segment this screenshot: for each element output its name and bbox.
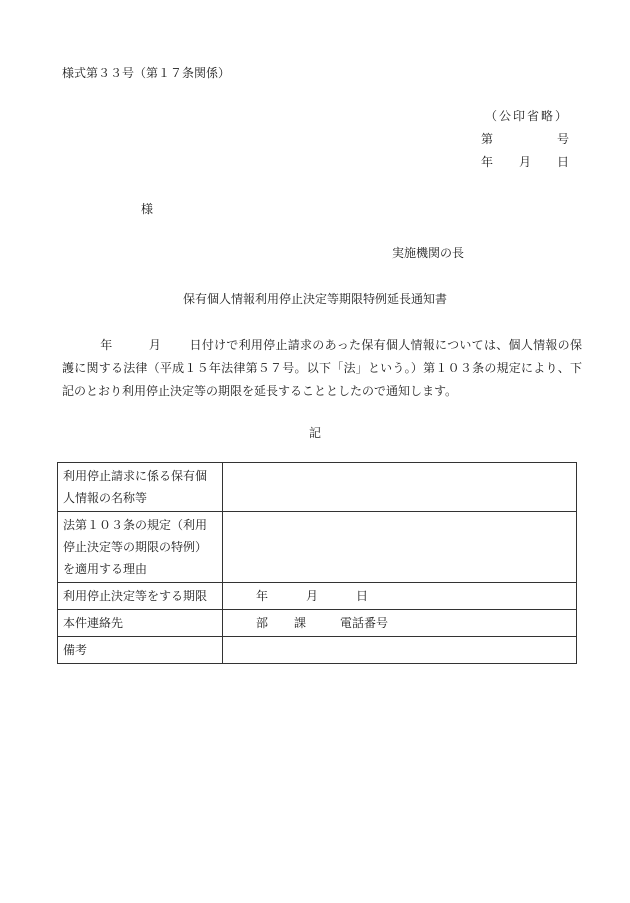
body-year: 年 bbox=[100, 338, 113, 352]
row-value-name[interactable] bbox=[223, 463, 577, 512]
document-title: 保有個人情報利用停止決定等期限特例延長通知書 bbox=[182, 292, 447, 306]
deadline-year: 年 bbox=[256, 589, 269, 603]
body-text: 日付けで利用停止請求のあった保有個人情報については、個人情報の保護に関する法律（平成１５年法律第５７号。以下「法」という。）第１０３条の規定により、下記のとおり利用停止決定等の期限を延長することとしたので通知します。 bbox=[62, 338, 582, 398]
info-table bbox=[57, 462, 577, 664]
row-value-contact[interactable] bbox=[223, 610, 577, 637]
row-value-reason[interactable] bbox=[223, 512, 577, 583]
contact-phone: 電話番号 bbox=[340, 616, 389, 630]
table-row bbox=[58, 583, 577, 610]
table-row bbox=[58, 637, 577, 664]
table-row bbox=[58, 463, 577, 512]
deadline-month: 月 bbox=[306, 589, 319, 603]
form-number: 様式第３３号（第１７条関係） bbox=[62, 66, 231, 80]
row-value-deadline[interactable] bbox=[223, 583, 577, 610]
row-label-contact: 本件連絡先 bbox=[58, 610, 223, 637]
row-label-remarks: 備考 bbox=[58, 637, 223, 664]
document-number-go: 号 bbox=[556, 132, 569, 146]
row-label-reason: 法第１０３条の規定（利用停止決定等の期限の特例）を適用する理由 bbox=[58, 512, 223, 583]
issue-date-month: 月 bbox=[518, 155, 531, 169]
row-value-remarks[interactable] bbox=[223, 637, 577, 664]
recipient-suffix: 様 bbox=[141, 202, 154, 216]
body-paragraph bbox=[62, 334, 582, 403]
issue-date-day: 日 bbox=[556, 155, 569, 169]
body-month: 月 bbox=[148, 338, 162, 352]
row-label-name: 利用停止請求に係る保有個人情報の名称等 bbox=[58, 463, 223, 512]
row-label-deadline: 利用停止決定等をする期限 bbox=[58, 583, 223, 610]
contact-bu: 部 bbox=[256, 616, 269, 630]
contact-ka: 課 bbox=[294, 616, 307, 630]
issue-date bbox=[481, 153, 569, 170]
table-row bbox=[58, 512, 577, 583]
issue-date-year: 年 bbox=[481, 155, 494, 169]
table-row bbox=[58, 610, 577, 637]
ki-heading: 記 bbox=[308, 426, 321, 440]
document-number bbox=[481, 130, 569, 147]
deadline-day: 日 bbox=[356, 589, 369, 603]
sender: 実施機関の長 bbox=[392, 246, 465, 260]
document-number-dai: 第 bbox=[481, 132, 494, 146]
seal-omitted-note: （公印省略） bbox=[485, 109, 570, 123]
